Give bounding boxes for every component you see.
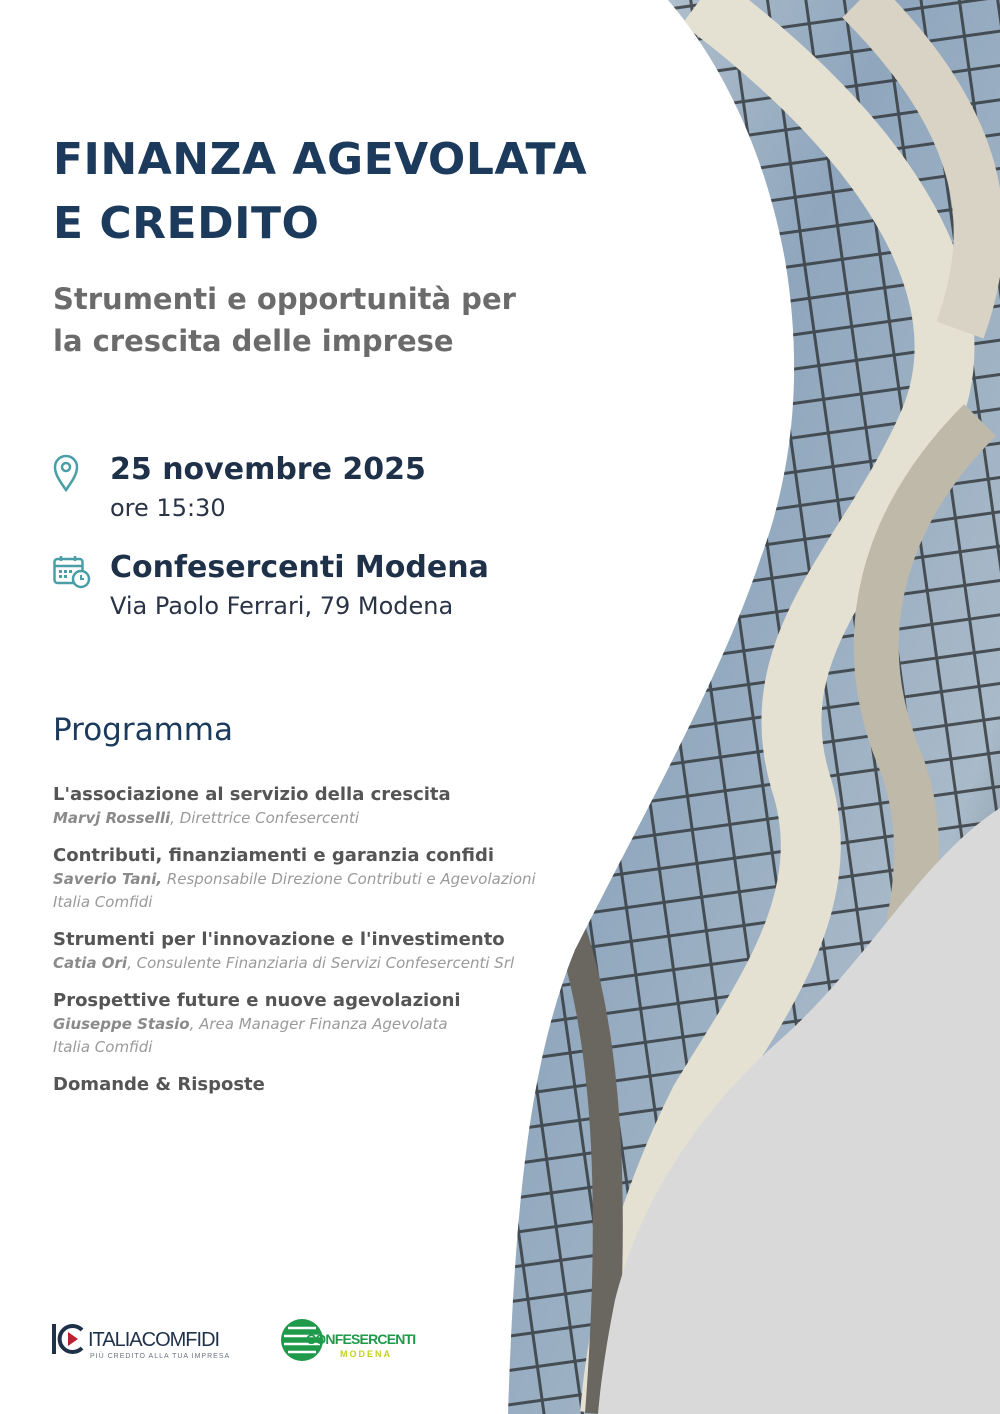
speaker-name: Saverio Tani, xyxy=(53,870,163,888)
italia-comfidi-tagline: PIÙ CREDITO ALLA TUA IMPRESA xyxy=(90,1353,231,1360)
italia-comfidi-wordmark: ITALIACOMFIDI xyxy=(88,1329,220,1351)
program-item-speaker-line xyxy=(53,1013,613,1059)
program-item-title: L'associazione al servizio della crescita xyxy=(53,784,451,805)
subtitle-line-1: Strumenti e opportunità per xyxy=(53,282,516,316)
program-item xyxy=(53,928,613,975)
program-item xyxy=(53,1073,613,1097)
speaker-name: Marvj Rosselli xyxy=(53,809,171,827)
map-pin-icon xyxy=(53,454,79,492)
program-heading: Programma xyxy=(53,712,233,748)
event-date-text: 25 novembre 2025 xyxy=(110,452,426,487)
venue-address: Via Paolo Ferrari, 79 Modena xyxy=(110,592,454,620)
program-item-speaker-line xyxy=(53,868,613,914)
program-item-speaker-line xyxy=(53,952,613,975)
venue-name: Confesercenti Modena xyxy=(110,550,489,585)
speaker-role: , Consulente Finanziaria di Servizi Confesercenti Srl xyxy=(127,954,515,972)
program-list xyxy=(53,783,613,1111)
subtitle-line-2: la crescita delle imprese xyxy=(53,324,454,358)
program-item-title: Strumenti per l'innovazione e l'investimento xyxy=(53,929,505,950)
speaker-name: Catia Ori xyxy=(53,954,128,972)
program-item-title: Domande & Risposte xyxy=(53,1074,265,1095)
calendar-clock-icon xyxy=(53,555,91,589)
program-item-title: Contributi, finanziamenti e garanzia confidi xyxy=(53,845,494,866)
program-item xyxy=(53,783,613,830)
speaker-name: Giuseppe Stasio xyxy=(53,1015,190,1033)
subtitle xyxy=(53,278,516,362)
title-line-1: FINANZA AGEVOLATA xyxy=(53,134,588,185)
event-time: ore 15:30 xyxy=(110,494,226,522)
confesercenti-modena-logo xyxy=(280,1316,430,1364)
speaker-role: , Direttrice Confesercenti xyxy=(170,809,360,827)
program-item xyxy=(53,989,613,1059)
title-line-2: E CREDITO xyxy=(53,198,320,249)
program-item-title: Prospettive future e nuove agevolazioni xyxy=(53,990,461,1011)
confesercenti-wordmark: CONFESERCENTI xyxy=(306,1331,416,1347)
page-title xyxy=(53,128,587,256)
program-item-speaker-line xyxy=(53,807,613,830)
confesercenti-sub: MODENA xyxy=(340,1349,392,1359)
speaker-org: Italia Comfidi xyxy=(53,893,153,911)
speaker-org: Italia Comfidi xyxy=(53,1038,153,1056)
italia-comfidi-logo xyxy=(52,1318,252,1362)
program-item xyxy=(53,844,613,914)
speaker-role: Responsabile Direzione Contributi e Agevolazioni xyxy=(162,870,536,888)
speaker-role: , Area Manager Finanza Agevolata xyxy=(189,1015,448,1033)
